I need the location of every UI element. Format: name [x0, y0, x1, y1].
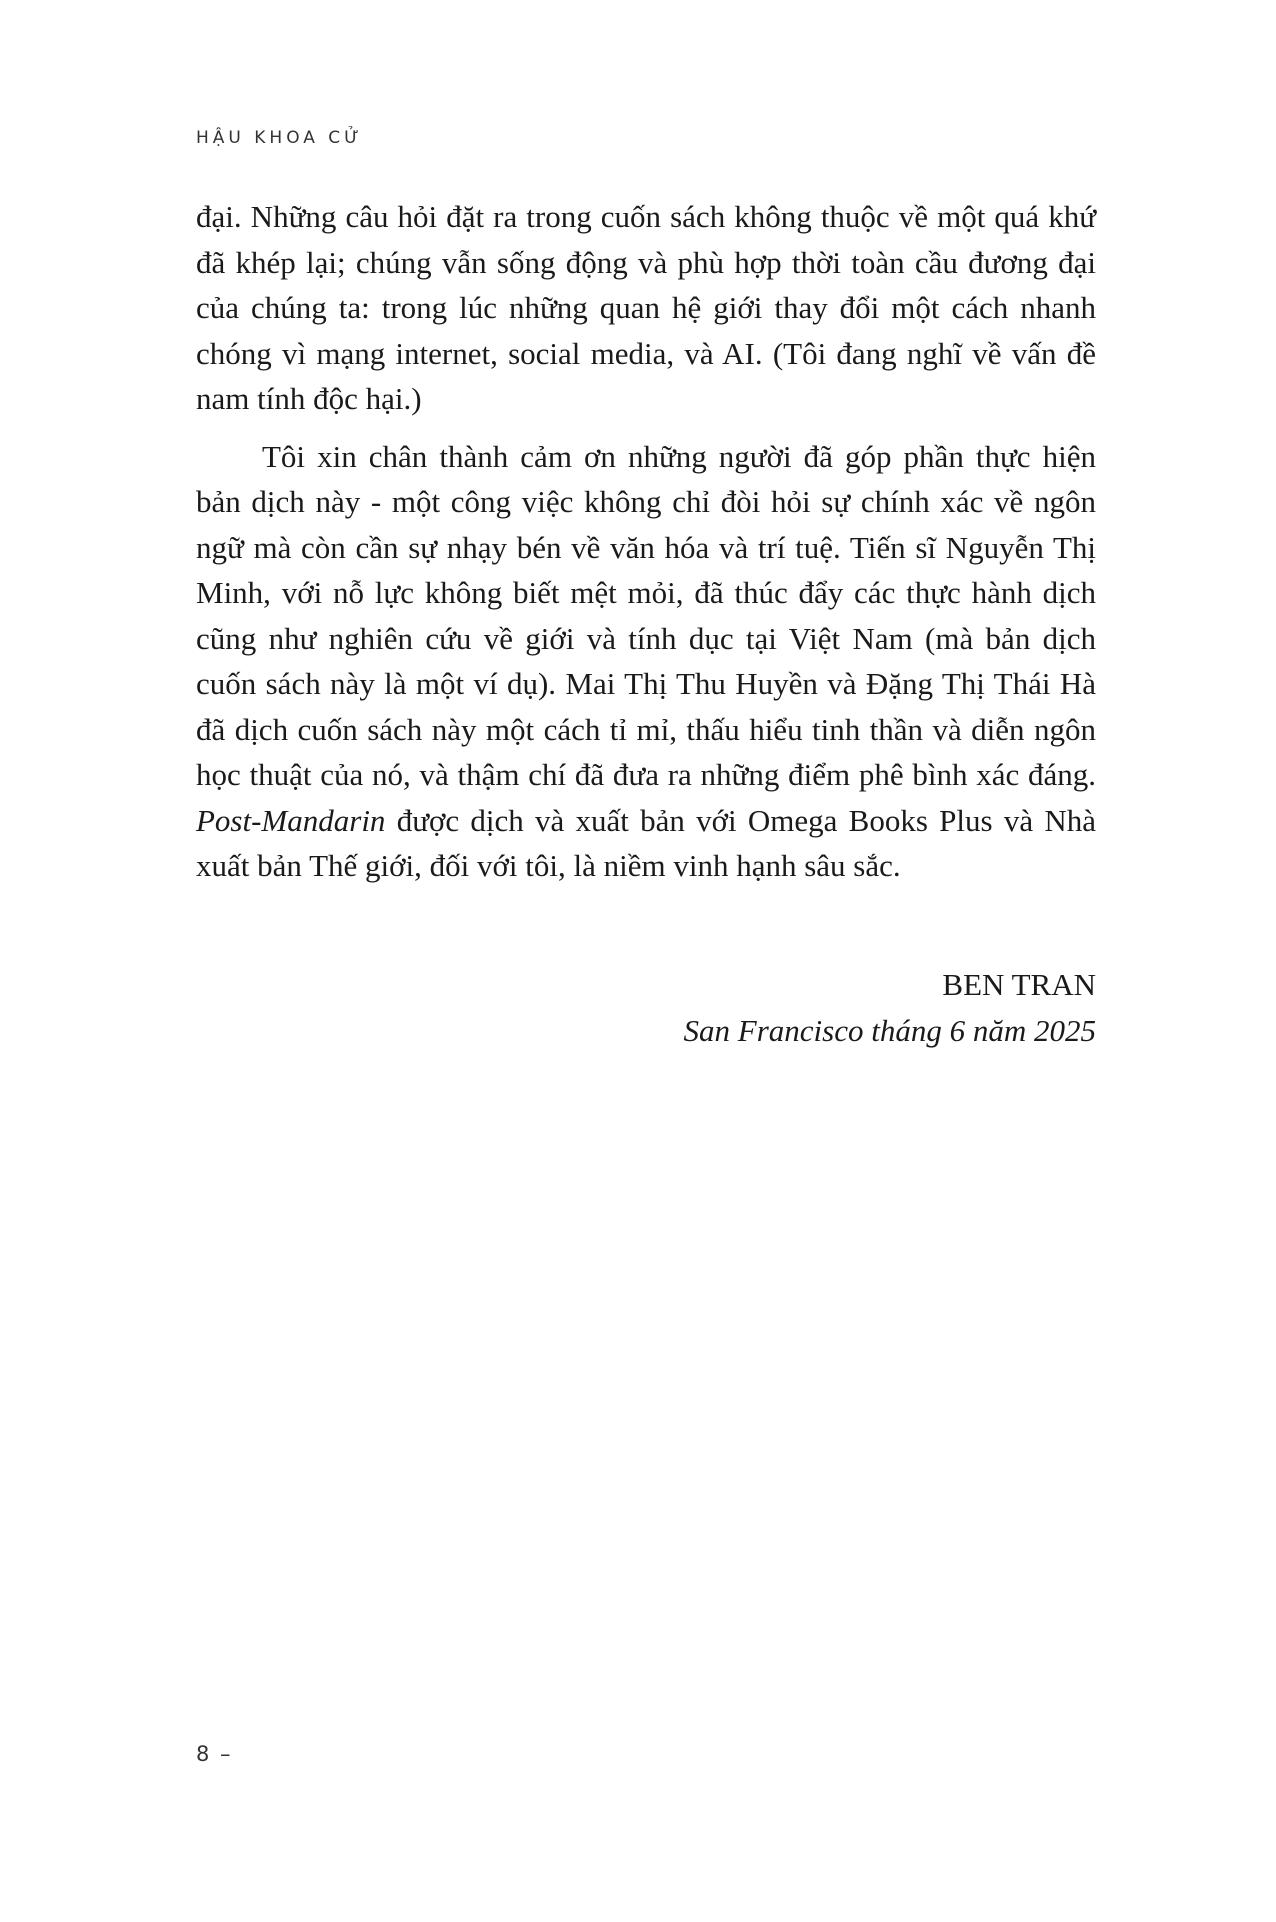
page-number: 8 – — [196, 1742, 233, 1766]
paragraph-1: đại. Những câu hỏi đặt ra trong cuốn sách không thuộc về một quá khứ đã khép lại; chúng vẫn sống động và phù hợp thời toàn cầu đương đại của chúng ta: trong lúc những quan hệ giới thay đổi một cách nhanh chóng vì mạng internet, social media, và AI. (Tôi đang nghĩ về vấn đề nam tính độc hại.) — [196, 199, 1096, 416]
paragraph-2-text-start: Tôi xin chân thành cảm ơn những người đã góp phần thực hiện bản dịch này - một công việc không chỉ đòi hỏi sự chính xác về ngôn ngữ mà còn cần sự nhạy bén về văn hóa và trí tuệ. Tiến sĩ Nguyễn Thị Minh, với nỗ lực không biết mệt mỏi, đã thúc đẩy các thực hành dịch cũng như nghiên cứu về giới và tính dục tại Việt Nam (mà bản dịch cuốn sách này là một ví dụ). Mai Thị Thu Huyền và Đặng Thị Thái Hà đã dịch cuốn sách này một cách tỉ mỉ, thấu hiểu tinh thần và diễn ngôn học thuật của nó, và thậm chí đã đưa ra những điểm phê bình xác đáng. — [196, 438, 1096, 792]
paragraph-2-text-end: được dịch và xuất bản với Omega Books Plus và Nhà xuất bản Thế giới, đối với tôi, là niềm vinh hạnh sâu sắc. — [196, 802, 1096, 883]
paragraph-2 — [196, 434, 1096, 889]
author-name: BEN TRAN — [942, 967, 1096, 1002]
place-date: San Francisco tháng 6 năm 2025 — [683, 1012, 1096, 1048]
book-title-italic: Post-Mandarin — [196, 802, 386, 838]
running-header: HẬU KHOA CỬ — [196, 128, 363, 148]
body-text — [196, 194, 1096, 889]
signature-block — [684, 962, 1096, 1053]
